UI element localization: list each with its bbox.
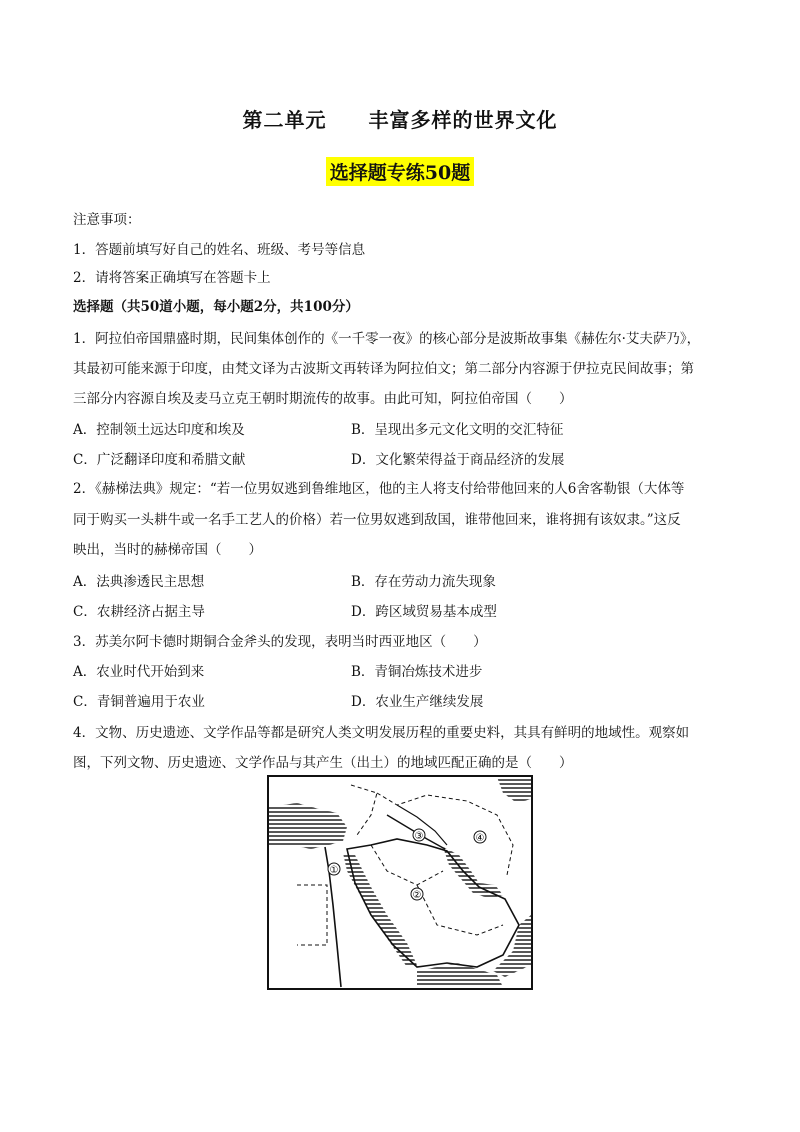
question-3-option-b: B．青铜冶炼技术进步 — [351, 664, 483, 680]
svg-text:③: ③ — [414, 831, 424, 842]
question-1-line: 1．阿拉伯帝国鼎盛时期，民间集体创作的《一千零一夜》的核心部分是波斯故事集《赫佐尔·艾夫萨乃》， — [73, 331, 701, 347]
svg-text:④: ④ — [475, 833, 485, 844]
notice-item: 2．请将答案正确填写在答题卡上 — [73, 270, 271, 286]
question-1-option-b: B．呈现出多元文化文明的交汇特征 — [351, 422, 564, 438]
page-subtitle: 选择题专练50题 — [326, 157, 474, 186]
question-4-line: 4．文物、历史遗迹、文学作品等都是研究人类文明发展历程的重要史料，其具有鲜明的地域性。观察如 — [73, 725, 690, 741]
question-1-option-d: D．文化繁荣得益于商品经济的发展 — [351, 452, 565, 468]
page-title: 第二单元 丰富多样的世界文化 — [242, 108, 558, 132]
question-2-line: 映出，当时的赫梯帝国（ ） — [73, 542, 262, 558]
question-2-option-a: A．法典渗透民主思想 — [73, 574, 205, 590]
subtitle-wrapper — [0, 157, 800, 186]
question-2-line: 同于购买一头耕牛或一名手工艺人的价格）若一位男奴逃到敌国，谁带他回来，谁将拥有该奴隶。”这反 — [73, 512, 681, 528]
notice-item: 1．答题前填写好自己的姓名、班级、考号等信息 — [73, 242, 366, 258]
map-marker-2 — [411, 888, 423, 901]
question-4-line: 图，下列文物、历史遗迹、文学作品与其产生（出土）的地域匹配正确的是（ ） — [73, 755, 573, 771]
question-1-option-c: C．广泛翻译印度和希腊文献 — [73, 452, 246, 468]
question-2-option-b: B．存在劳动力流失现象 — [351, 574, 496, 590]
svg-text:②: ② — [412, 890, 422, 901]
question-2-line: 2．《赫梯法典》规定：“若一位男奴逃到鲁维地区，他的主人将支付给带他回来的人6舍客勒银（大体等 — [73, 481, 685, 497]
question-1-line: 三部分内容源自埃及麦马立克王朝时期流传的故事。由此可知，阿拉伯帝国（ ） — [73, 391, 573, 407]
map-marker-1 — [328, 863, 340, 876]
question-3-option-d: D．农业生产继续发展 — [351, 694, 484, 710]
question-2-option-d: D．跨区域贸易基本成型 — [351, 604, 497, 620]
question-1-line: 其最初可能来源于印度，由梵文译为古波斯文再转译为阿拉伯文；第二部分内容源于伊拉克民间故事；第 — [73, 361, 694, 377]
map-marker-4 — [474, 831, 486, 844]
question-3-option-a: A．农业时代开始到来 — [73, 664, 205, 680]
question-3-line: 3．苏美尔阿卡德时期铜合金斧头的发现，表明当时西亚地区（ ） — [73, 634, 487, 650]
map-marker-3 — [413, 829, 425, 842]
middle-east-map — [267, 775, 533, 990]
question-1-option-a: A．控制领土远达印度和埃及 — [73, 422, 245, 438]
notice-heading: 注意事项： — [73, 212, 141, 228]
svg-text:①: ① — [329, 865, 339, 876]
question-3-option-c: C．青铜普遍用于农业 — [73, 694, 205, 710]
question-2-option-c: C．农耕经济占据主导 — [73, 604, 205, 620]
section-heading: 选择题（共50道小题，每小题2分，共100分） — [73, 299, 359, 315]
